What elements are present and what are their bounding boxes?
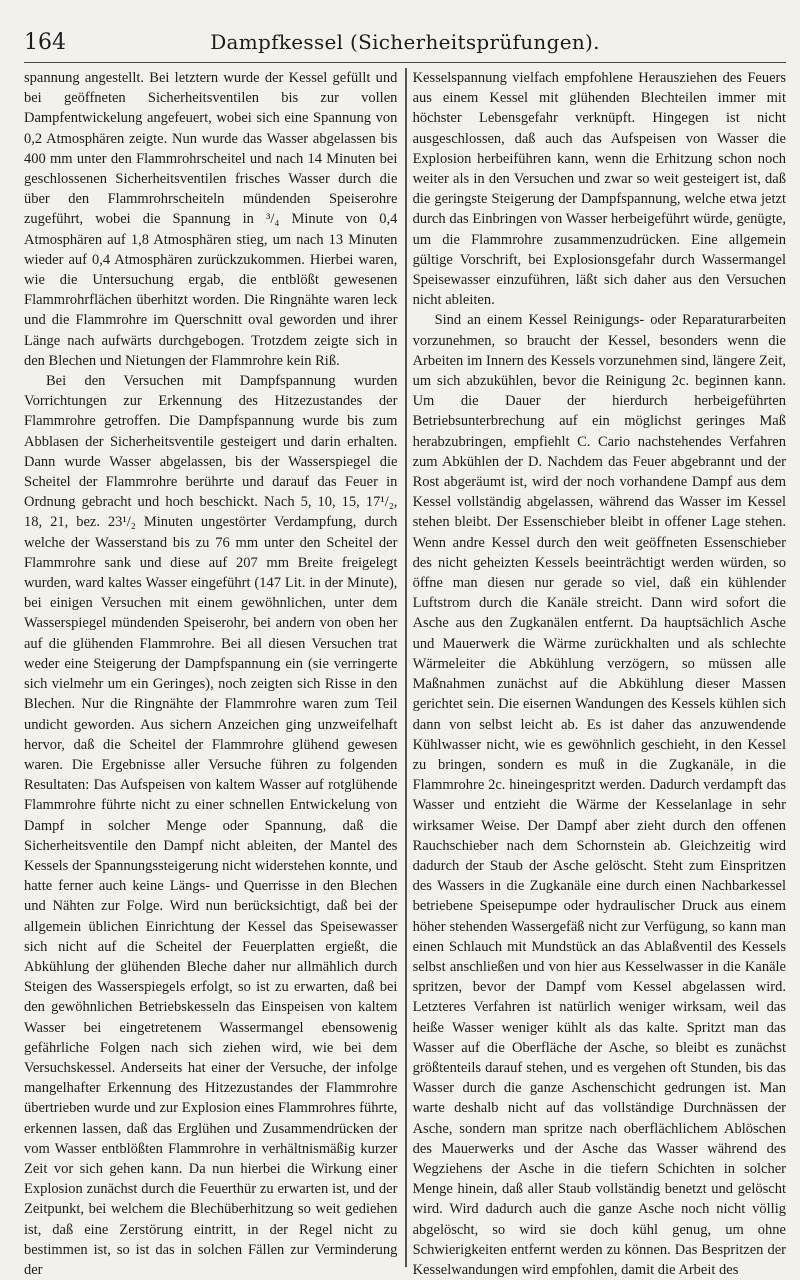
left-paragraph-2: Bei den Versuchen mit Dampfspannung wurden Vorrichtungen zur Erkennung des Hitzezustandes der Flammrohre getroffen. Die Dampfspannung wurde bis zum Abblasen der Sicherheitsventile gesteigert und darin erhalten. Dann wurde Wasser abgelassen, bis der Wasserspiegel die Scheitel der Flammrohre berührte und darauf das Feuer in Ordnung gebracht und hoch beschickt. Nach 5, 10, 15, 17¹/₂, 18, 21, bez. 23¹/₂ Minuten ungestörter Verdampfung, durch welche der Wasserstand bis zu 76 mm unter den Scheitel der Flammrohre sank und diese auf 207 mm Breite freigelegt wurden, ward kaltes Wasser eingeführt (147 Lit. in der Minute), bei einigen Versuchen mit einem gewöhnlichen, unter dem Wasserspiegel mündenden Speiserohr, bei andern von oben her auf die glühenden Flammrohre. Bei all diesen Versuchen trat weder eine Steigerung der Dampfspannung ein (sie verringerte sich vielmehr um ein Geringes), noch zeigten sich Risse in den Blechen. Nur die Ringnähte der Flammrohre waren zum Teil undicht geworden. Aus sichern Anzeichen ging unzweifelhaft hervor, daß die Scheitel der Flammrohre glühend gewesen waren. Die Ergebnisse aller Versuche führen zu folgenden Resultaten: Das Aufspeisen von kaltem Wasser auf rotglühende Flammrohre führte nicht zu einer schnellen Entwickelung von Dampf in solcher Menge oder Spannung, daß die Sicherheitsventile den Dampf nicht ableiten, der Mantel des Kessels der Spannungssteigerung nicht widerstehen konnte, und hatte ferner auch keine Längs- und Querrisse in den Blechen und Nähten zur Folge. Wird nun berücksichtigt, daß bei der allgemein üblichen Einrichtung der Kessel das Speisewasser sich nicht auf die Scheitel der Feuerplatten ergießt, die Abkühlung der glühenden Bleche daher nur allmählich durch Steigen des Wasserspiegels erfolgt, so ist zu erwarten, daß bei den gewöhnlichen Betriebskesseln das Einspeisen von kaltem Wasser bei eingetretenem Wassermangel ebensowenig gefährliche Folgen nach sich ziehen wird, wie bei dem Versuchskessel. Anderseits hat einer der Versuche, der infolge mangelhafter Erkennung des Hitzezustandes der Flammrohre übertrieben wurde und zur Explosion eines Flammrohres führte, erkennen lassen, daß das Erglühen und Zusammendrücken der vom Wasser entblößten Flammrohre in verhältnismäßig kurzer Zeit vor sich gehen kann. Da nun hierbei die Wirkung einer Explosion zunächst durch die Feuerthür zu erwarten ist, und der Zeitpunkt, bei welchem die Blechüberhitzung so weit gediehen ist, daß eine Zerstörung eintritt, in der Regel nicht zu bestimmen ist, so ist das in solchen Fällen zur Verminderung der bbox=[24, 373, 398, 1278]
right-paragraph-1: Kesselspannung vielfach empfohlene Herausziehen des Feuers aus einem Kessel mit glühenden Blechteilen immer mit höchster Lebensgefahr verknüpft. Hingegen ist nicht ausgeschlossen, daß auch das Aufspeisen von Wasser die Explosion herbeiführen kann, wenn die Erhitzung schon noch weiter als in den Versuchen und zwar so weit gesteigert ist, daß die geringste Steigerung der Dampfspannung, welche etwa jetzt durch das Einbringen von Wasser herbeigeführt würde, genügte, um die Flammrohre zusammenzudrücken. Eine allgemein gültige Vorschrift, bei Explosionsgefahr durch Wassermangel Speisewasser einzuführen, läßt sich daher aus den Versuchen nicht ableiten. bbox=[412, 70, 786, 309]
page-header bbox=[24, 28, 786, 63]
right-column bbox=[412, 68, 786, 1278]
right-paragraph-2: Sind an einem Kessel Reinigungs- oder Reparaturarbeiten vorzunehmen, so braucht der Kessel, besonders wenn die Arbeiten im Innern des Kessels vorzunehmen sind, längere Zeit, um sich abzukühlen, bevor die Reinigung 2c. beginnen kann. Um die Dauer der hierdurch herbeigeführten Betriebsunterbrechung auf ein möglichst geringes Maß herabzubringen, empfiehlt C. Cario nachstehendes Verfahren zum Abkühlen der D. Nachdem das Feuer abgebrannt und der Rost abgeräumt ist, wird der noch vorhandene Dampf aus dem Kessel vollständig abgelassen, während das Wasser im Kessel stehen bleibt. Der Essenschieber bleibt in offener Lage stehen. Wenn andre Kessel durch den weit geöffneten Essenschieber des nicht geheizten Kessels beeinträchtigt werden würden, so öffne man diesen nur gerade so viel, daß ein kühlender Luftstrom durch die Kanäle streicht. Dann wird sofort die Asche aus den Zugkanälen entfernt. Da hauptsächlich Asche und Mauerwerk die Wärme zurückhalten und als schlechte Wärmeleiter die Abkühlung verzögern, so müssen alle Maßnahmen zunächst auf die Abkühlung dieser Massen gerichtet sein. Die eisernen Wandungen des Kessels kühlen sich dann von selbst leicht ab. Es ist daher das anzuwendende Kühlwasser nicht, wie es gewöhnlich geschieht, in den Kessel zu bringen, sondern es muß in die Zugkanäle, in die Flammrohre 2c. hineingespritzt werden. Dadurch verdampft das Wasser und entzieht die Wärme der Kesselanlage in sehr wirksamer Weise. Der Dampf aber zieht durch den offenen Rauchschieber nach dem Schornstein ab. Gleichzeitig wird dadurch der Staub der Asche gelöscht. Steht zum Einspritzen des Wassers in die Zugkanäle eine durch einen Nachbarkessel betriebene Speisepumpe oder hydraulischer Druck aus einem höher stehenden Wassergefäß nicht zur Verfügung, so kann man einen Schlauch mit Mundstück an das Ablaßventil des Kessels selbst anschließen und von hier aus Kesselwasser in die Kanäle spritzen, bevor der Dampf vom Kessel abgelassen wird. Letzteres Verfahren ist natürlich weniger wirksam, weil das heiße Wasser weniger kühlt als das kalte. Spritzt man das Wasser auf die Oberfläche der Asche, so bleibt es zunächst größtenteils darauf stehen, und es vergehen oft Stunden, bis das Wasser durch die ganze Aschenschicht gedrungen ist. Man warte deshalb nicht auf das vollständige Durchnässen der Asche, sondern man spritze nach oberflächlichem Ablöschen des Mauerwerks und der Asche das Wasser während des Wegziehens der Asche in die tiefern Schichten in solcher Menge hinein, daß aller Staub vollständig benetzt und gelöscht wird. Wird dadurch auch die ganze Asche noch nicht völlig abgelöscht, so wird sie doch kühl genug, um ohne Schwierigkeiten entfernt werden zu können. Das Bespritzen der Kesselwandungen wird empfohlen, damit die Arbeit des bbox=[412, 312, 786, 1278]
column-divider bbox=[405, 68, 406, 1267]
left-column bbox=[24, 68, 398, 1278]
left-paragraph-1: spannung angestellt. Bei letztern wurde der Kessel gefüllt und bei geöffneten Sicherheitsventilen bis zur vollen Dampfentwickelung angefeuert, wobei sich eine Spannung von 0,2 Atmosphären zeigte. Nun wurde das Wasser abgelassen bis 400 mm unter den Flammrohrscheitel und nach 14 Minuten bei geschlossenen Sicherheitsventilen frisches Wasser durch die über den Flammrohrscheiteln mündenden Speiserohre zugeführt, wobei die Spannung in ³/₄ Minute von 0,4 Atmosphären auf 1,8 Atmosphären stieg, um nach 13 Minuten wieder auf 0,4 Atmosphären zurückzukommen. Hierbei waren, wie die Untersuchung ergab, die entblößt gewesenen Flammrohrflächen überhitzt worden. Die Ringnähte waren leck und die Flammrohre im Querschnitt oval geworden und ihrer Länge nach aufwärts durchgebogen. Trotzdem zeigte sich in den Blechen und Nietungen der Flammrohre kein Riß. bbox=[24, 70, 398, 369]
page-number: 164 bbox=[24, 30, 66, 55]
running-title: Dampfkessel (Sicherheitsprüfungen). bbox=[210, 30, 600, 54]
text-columns bbox=[24, 68, 786, 1278]
